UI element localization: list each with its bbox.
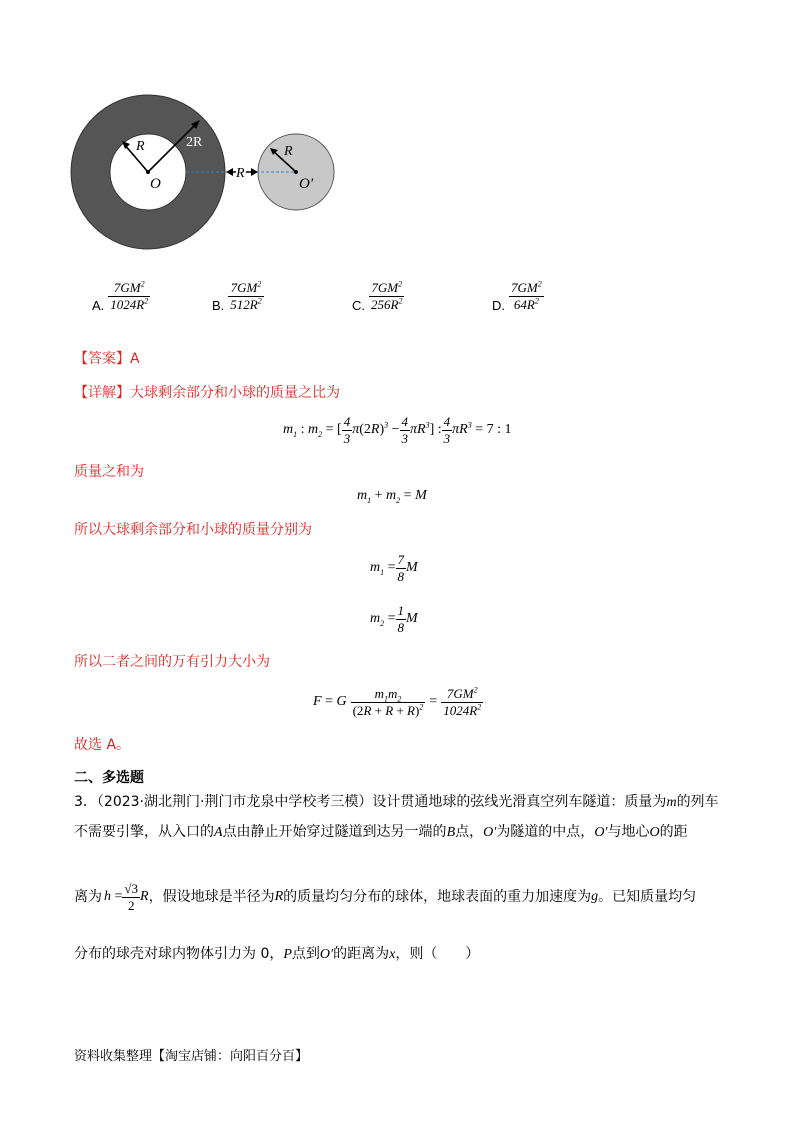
label-r-gap: R — [236, 166, 245, 181]
option-a-fraction: $\frac{7GM^2}{1024R^2}$ — [110, 279, 149, 312]
section-title: 二、多选题 — [74, 770, 144, 786]
option-a-letter: A. — [92, 298, 105, 313]
option-d[interactable] — [492, 280, 544, 313]
option-b-letter: B. — [212, 298, 225, 313]
label-r-inner: R — [136, 139, 145, 154]
option-c-fraction: $\frac{7GM^2}{256R^2}$ — [371, 279, 403, 312]
force-intro: 所以二者之间的万有引力大小为 — [74, 654, 270, 670]
h-fraction: $\frac{√3}{2}$ — [124, 880, 139, 913]
option-c[interactable] — [352, 280, 404, 313]
q3-line1: 3．（2023·湖北荆门·荆门市龙泉中学校考三模）设计贯通地球的弦线光滑真空列车隧道：质量为m的列车 — [74, 794, 719, 810]
option-b-fraction: $\frac{7GM^2}{512R^2}$ — [230, 279, 262, 312]
option-c-letter: C. — [352, 298, 365, 313]
footer-text: 资料收集整理【淘宝店铺：向阳百分百】 — [74, 1049, 309, 1064]
answer-label: 【答案】A — [74, 351, 140, 367]
q3-line3: 离为 h = $\frac{√3}{2}$ R ，假设地球是半径为 R 的质量均匀分布的球体，地球表面的重力加速度为 g 。已知质量均匀 — [74, 880, 697, 913]
each-intro: 所以大球剩余部分和小球的质量分别为 — [74, 522, 312, 538]
detail-intro: 大球剩余部分和小球的质量之比为 — [130, 385, 340, 401]
gravity-figure — [70, 80, 350, 280]
option-d-letter: D. — [492, 298, 505, 313]
label-o-prime: O′ — [299, 176, 314, 192]
options-row — [92, 280, 692, 320]
label-o: O — [150, 176, 161, 192]
sum-intro: 质量之和为 — [74, 464, 144, 480]
detail-tag: 【详解】 — [74, 385, 130, 401]
detail-line — [74, 383, 340, 403]
option-a[interactable] — [92, 280, 150, 313]
label-r-small: R — [284, 144, 293, 159]
equation-mass-ratio: $m_1$ : $m_2$ = [ $\frac{4}{3}$ $\pi(2R)^3$ − $\frac{4}{3}$ $\pi R^3$] : $\frac{4}{3}$ $\pi R^3 = 7$ : 1 — [283, 413, 512, 446]
equation-m2: $m_2$ = $\frac{1}{8}$ M — [370, 602, 418, 635]
label-2r: 2R — [186, 135, 203, 150]
conclusion: 故选 A。 — [74, 737, 131, 753]
q3-line2: 不需要引擎，从入口的A点由静止开始穿过隧道到达另一端的B点，O′为隧道的中点，O′与地心O的距 — [74, 824, 688, 840]
option-d-fraction: $\frac{7GM^2}{64R^2}$ — [511, 279, 542, 312]
q3-line4: 分布的球壳对球内物体引力为 0，P点到O′的距离为x，则（ ） — [74, 946, 480, 962]
option-b[interactable] — [212, 280, 264, 313]
equation-m1: $m_1$ = $\frac{7}{8}$ M — [370, 551, 418, 584]
equation-mass-sum: $m_1 + m_2 = M$ — [357, 488, 427, 505]
equation-force: F = G $\frac{m_1m_2}{(2R + R + R)^2}$ = $\frac{7GM^2}{1024R^2}$ — [313, 685, 482, 718]
